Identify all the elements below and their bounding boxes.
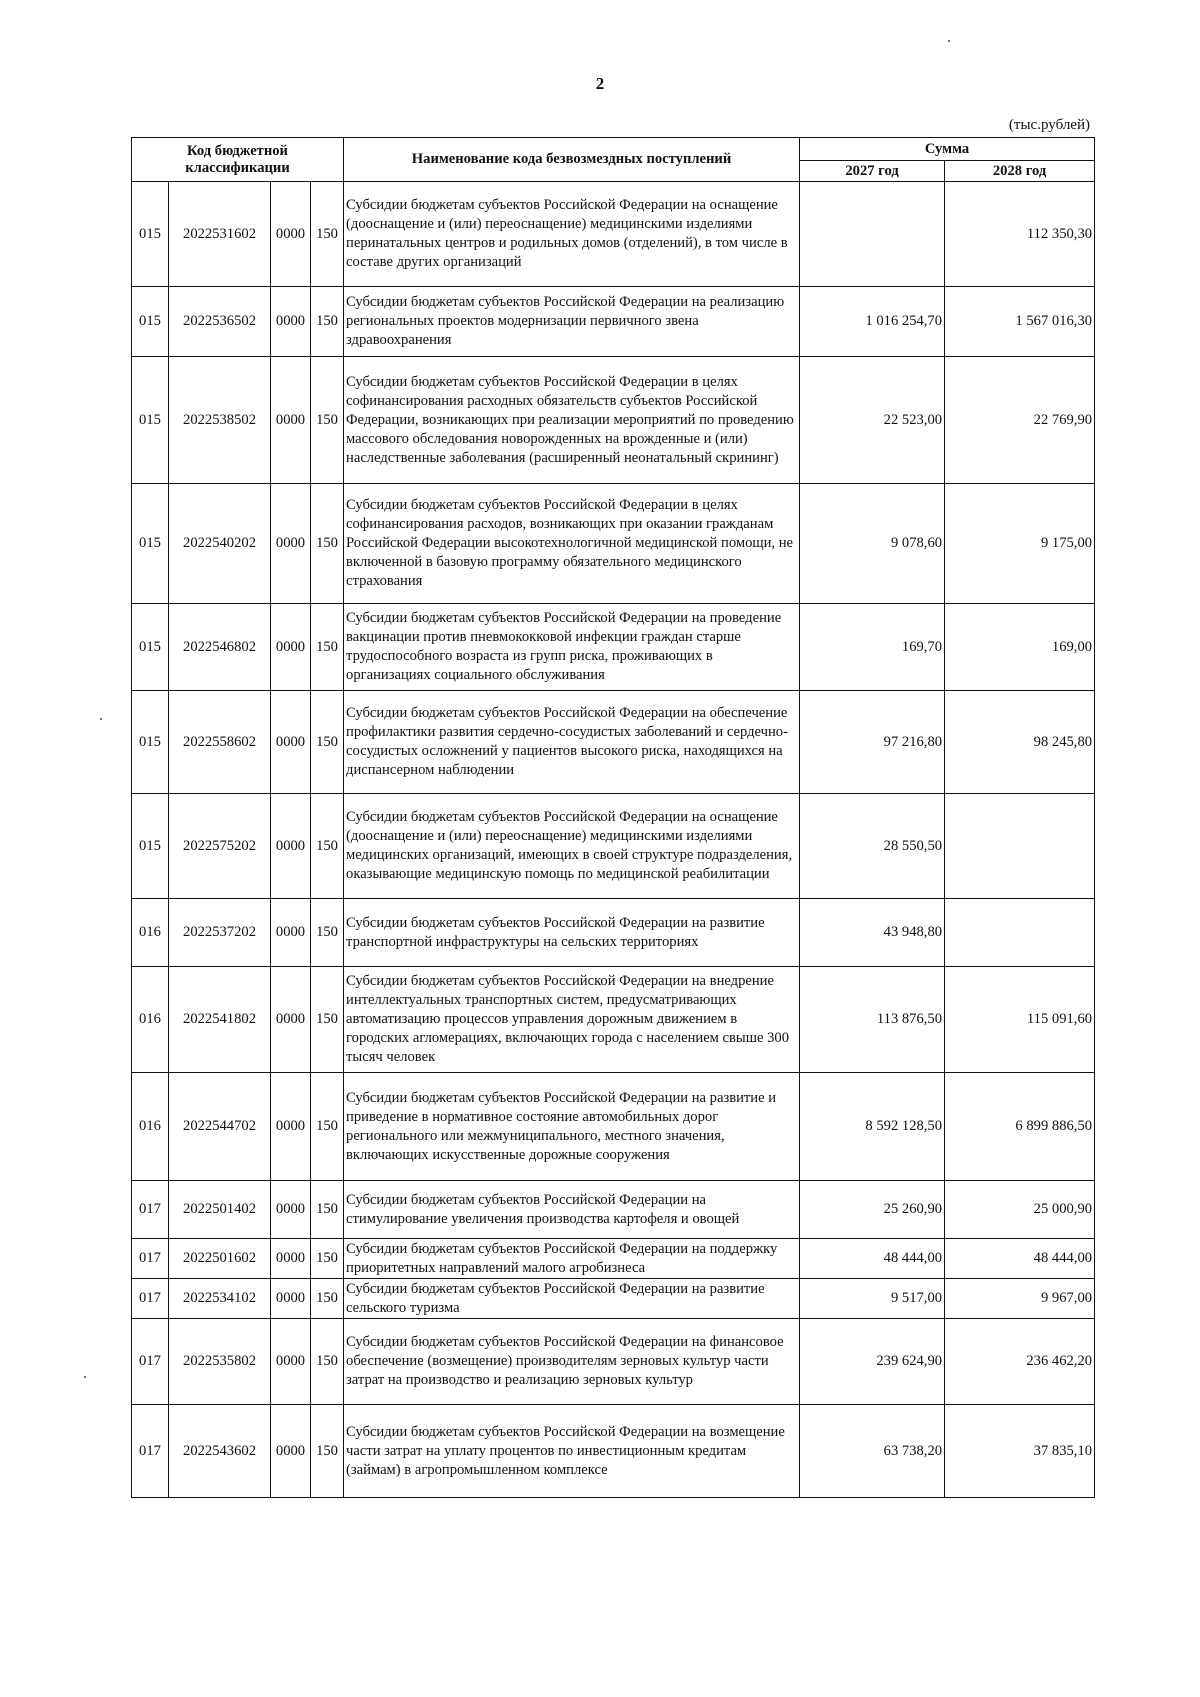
admin-code-cell: 017 xyxy=(132,1279,169,1319)
admin-code-cell: 015 xyxy=(132,794,169,899)
income-name-cell: Субсидии бюджетам субъектов Российской Федерации на развитие транспортной инфраструктуры на сельских территориях xyxy=(344,899,800,967)
kbk-code-cell: 2022531602 xyxy=(169,182,271,287)
amount-2028-cell: 6 899 886,50 xyxy=(945,1073,1095,1181)
amount-2028-cell: 98 245,80 xyxy=(945,691,1095,794)
subtype-code-cell: 0000 xyxy=(271,1239,311,1279)
amount-2028-cell: 22 769,90 xyxy=(945,357,1095,484)
kosgu-code-cell: 150 xyxy=(311,899,344,967)
kosgu-code-cell: 150 xyxy=(311,1181,344,1239)
income-name-cell: Субсидии бюджетам субъектов Российской Федерации на поддержку приоритетных направлений малого агробизнеса xyxy=(344,1239,800,1279)
amount-2028-cell: 9 967,00 xyxy=(945,1279,1095,1319)
page-number: 2 xyxy=(595,74,605,93)
amount-2027-cell: 1 016 254,70 xyxy=(800,287,945,357)
admin-code-cell: 015 xyxy=(132,357,169,484)
kosgu-code-cell: 150 xyxy=(311,484,344,604)
admin-code-cell: 015 xyxy=(132,484,169,604)
income-name-cell: Субсидии бюджетам субъектов Российской Федерации на реализацию региональных проектов модернизации первичного звена здравоохранения xyxy=(344,287,800,357)
kbk-code-cell: 2022575202 xyxy=(169,794,271,899)
admin-code-cell: 017 xyxy=(132,1319,169,1405)
kosgu-code-cell: 150 xyxy=(311,1319,344,1405)
kosgu-code-cell: 150 xyxy=(311,691,344,794)
amount-2028-cell: 25 000,90 xyxy=(945,1181,1095,1239)
table-row xyxy=(132,1239,1095,1279)
subtype-code-cell: 0000 xyxy=(271,1073,311,1181)
kbk-code-cell: 2022535802 xyxy=(169,1319,271,1405)
table-row xyxy=(132,1181,1095,1239)
income-name-cell: Субсидии бюджетам субъектов Российской Федерации на обеспечение профилактики развития сердечно-сосудистых заболеваний и сердечно-сосудистых осложнений у пациентов высокого риска, находящихся на диспансерном наблюдении xyxy=(344,691,800,794)
income-name-cell: Субсидии бюджетам субъектов Российской Федерации на проведение вакцинации против пневмококковой инфекции граждан старше трудоспособного возраста из групп риска, проживающих в организациях социального обслуживания xyxy=(344,604,800,691)
subtype-code-cell: 0000 xyxy=(271,1181,311,1239)
amount-2027-cell: 43 948,80 xyxy=(800,899,945,967)
table-row xyxy=(132,182,1095,287)
table-row xyxy=(132,287,1095,357)
income-name-cell: Субсидии бюджетам субъектов Российской Федерации на внедрение интеллектуальных транспортных систем, предусматривающих автоматизацию процессов управления дорожным движением в городских агломерациях, включающих города с населением свыше 300 тысяч человек xyxy=(344,967,800,1073)
header-year-2027: 2027 год xyxy=(800,161,945,182)
subtype-code-cell: 0000 xyxy=(271,182,311,287)
amount-2028-cell: 9 175,00 xyxy=(945,484,1095,604)
income-name-cell: Субсидии бюджетам субъектов Российской Федерации на развитие и приведение в нормативное состояние автомобильных дорог регионального или межмуниципального, местного значения, включающих искусственные дорожные сооружения xyxy=(344,1073,800,1181)
table-row xyxy=(132,484,1095,604)
kbk-code-cell: 2022544702 xyxy=(169,1073,271,1181)
admin-code-cell: 015 xyxy=(132,604,169,691)
admin-code-cell: 017 xyxy=(132,1181,169,1239)
subtype-code-cell: 0000 xyxy=(271,604,311,691)
subtype-code-cell: 0000 xyxy=(271,1279,311,1319)
income-name-cell: Субсидии бюджетам субъектов Российской Федерации в целях софинансирования расходов, возникающих при оказании гражданам Российской Федерации высокотехнологичной медицинской помощи, не включенной в базовую программу обязательного медицинского страхования xyxy=(344,484,800,604)
table-row xyxy=(132,794,1095,899)
amount-2027-cell: 97 216,80 xyxy=(800,691,945,794)
subtype-code-cell: 0000 xyxy=(271,691,311,794)
kbk-code-cell: 2022534102 xyxy=(169,1279,271,1319)
table-row xyxy=(132,1279,1095,1319)
amount-2028-cell xyxy=(945,794,1095,899)
admin-code-cell: 017 xyxy=(132,1405,169,1498)
subtype-code-cell: 0000 xyxy=(271,967,311,1073)
kbk-code-cell: 2022501402 xyxy=(169,1181,271,1239)
amount-2028-cell: 37 835,10 xyxy=(945,1405,1095,1498)
subtype-code-cell: 0000 xyxy=(271,287,311,357)
subsidies-table xyxy=(131,137,1095,1498)
amount-2028-cell: 112 350,30 xyxy=(945,182,1095,287)
amount-2028-cell xyxy=(945,899,1095,967)
income-name-cell: Субсидии бюджетам субъектов Российской Федерации в целях софинансирования расходных обязательств субъектов Российской Федерации, возникающих при реализации мероприятий по проведению массового обследования новорожденных на врожденные и (или) наследственные заболевания (расширенный неонатальный скрининг) xyxy=(344,357,800,484)
header-year-2028: 2028 год xyxy=(945,161,1095,182)
units-label: (тыс.рублей) xyxy=(1008,117,1090,133)
amount-2028-cell: 48 444,00 xyxy=(945,1239,1095,1279)
admin-code-cell: 015 xyxy=(132,182,169,287)
amount-2027-cell: 9 517,00 xyxy=(800,1279,945,1319)
table-row xyxy=(132,691,1095,794)
kbk-code-cell: 2022540202 xyxy=(169,484,271,604)
amount-2028-cell: 1 567 016,30 xyxy=(945,287,1095,357)
kosgu-code-cell: 150 xyxy=(311,1405,344,1498)
scan-speck xyxy=(100,718,102,720)
amount-2027-cell: 169,70 xyxy=(800,604,945,691)
amount-2028-cell: 236 462,20 xyxy=(945,1319,1095,1405)
income-name-cell: Субсидии бюджетам субъектов Российской Федерации на возмещение части затрат на уплату процентов по инвестиционным кредитам (займам) в агропромышленном комплексе xyxy=(344,1405,800,1498)
kosgu-code-cell: 150 xyxy=(311,287,344,357)
kosgu-code-cell: 150 xyxy=(311,604,344,691)
amount-2027-cell: 113 876,50 xyxy=(800,967,945,1073)
amount-2027-cell: 239 624,90 xyxy=(800,1319,945,1405)
amount-2027-cell: 63 738,20 xyxy=(800,1405,945,1498)
income-name-cell: Субсидии бюджетам субъектов Российской Федерации на оснащение (дооснащение и (или) переоснащение) медицинскими изделиями медицинских организаций, имеющих в своей структуре подразделения, оказывающие медицинскую помощь по медицинской реабилитации xyxy=(344,794,800,899)
subtype-code-cell: 0000 xyxy=(271,357,311,484)
kbk-code-cell: 2022541802 xyxy=(169,967,271,1073)
amount-2027-cell xyxy=(800,182,945,287)
admin-code-cell: 016 xyxy=(132,1073,169,1181)
kbk-code-cell: 2022538502 xyxy=(169,357,271,484)
amount-2028-cell: 169,00 xyxy=(945,604,1095,691)
table-row xyxy=(132,899,1095,967)
kosgu-code-cell: 150 xyxy=(311,1073,344,1181)
kosgu-code-cell: 150 xyxy=(311,1279,344,1319)
kosgu-code-cell: 150 xyxy=(311,967,344,1073)
amount-2027-cell: 25 260,90 xyxy=(800,1181,945,1239)
subtype-code-cell: 0000 xyxy=(271,794,311,899)
table-row xyxy=(132,1073,1095,1181)
amount-2027-cell: 22 523,00 xyxy=(800,357,945,484)
kbk-code-cell: 2022537202 xyxy=(169,899,271,967)
table-row xyxy=(132,967,1095,1073)
admin-code-cell: 015 xyxy=(132,287,169,357)
amount-2027-cell: 28 550,50 xyxy=(800,794,945,899)
table-row xyxy=(132,604,1095,691)
subtype-code-cell: 0000 xyxy=(271,1319,311,1405)
subtype-code-cell: 0000 xyxy=(271,484,311,604)
header-name: Наименование кода безвозмездных поступлений xyxy=(344,138,800,182)
table-row xyxy=(132,1405,1095,1498)
scan-speck xyxy=(948,40,950,42)
table-row xyxy=(132,357,1095,484)
scan-speck xyxy=(84,1376,86,1378)
header-sum: Сумма xyxy=(800,138,1095,161)
header-kbk: Код бюджетной классификации xyxy=(132,138,344,182)
kosgu-code-cell: 150 xyxy=(311,1239,344,1279)
subtype-code-cell: 0000 xyxy=(271,1405,311,1498)
subtype-code-cell: 0000 xyxy=(271,899,311,967)
amount-2027-cell: 8 592 128,50 xyxy=(800,1073,945,1181)
admin-code-cell: 016 xyxy=(132,899,169,967)
table-row xyxy=(132,1319,1095,1405)
amount-2027-cell: 48 444,00 xyxy=(800,1239,945,1279)
kosgu-code-cell: 150 xyxy=(311,794,344,899)
kbk-code-cell: 2022543602 xyxy=(169,1405,271,1498)
admin-code-cell: 016 xyxy=(132,967,169,1073)
income-name-cell: Субсидии бюджетам субъектов Российской Федерации на оснащение (дооснащение и (или) переоснащение) медицинскими изделиями перинатальных центров и родильных домов (отделений), в том числе в составе других организаций xyxy=(344,182,800,287)
income-name-cell: Субсидии бюджетам субъектов Российской Федерации на развитие сельского туризма xyxy=(344,1279,800,1319)
amount-2027-cell: 9 078,60 xyxy=(800,484,945,604)
kbk-code-cell: 2022546802 xyxy=(169,604,271,691)
kosgu-code-cell: 150 xyxy=(311,182,344,287)
kbk-code-cell: 2022501602 xyxy=(169,1239,271,1279)
kbk-code-cell: 2022536502 xyxy=(169,287,271,357)
admin-code-cell: 015 xyxy=(132,691,169,794)
income-name-cell: Субсидии бюджетам субъектов Российской Федерации на стимулирование увеличения производства картофеля и овощей xyxy=(344,1181,800,1239)
amount-2028-cell: 115 091,60 xyxy=(945,967,1095,1073)
admin-code-cell: 017 xyxy=(132,1239,169,1279)
income-name-cell: Субсидии бюджетам субъектов Российской Федерации на финансовое обеспечение (возмещение) производителям зерновых культур части затрат на производство и реализацию зерновых культур xyxy=(344,1319,800,1405)
kbk-code-cell: 2022558602 xyxy=(169,691,271,794)
kosgu-code-cell: 150 xyxy=(311,357,344,484)
